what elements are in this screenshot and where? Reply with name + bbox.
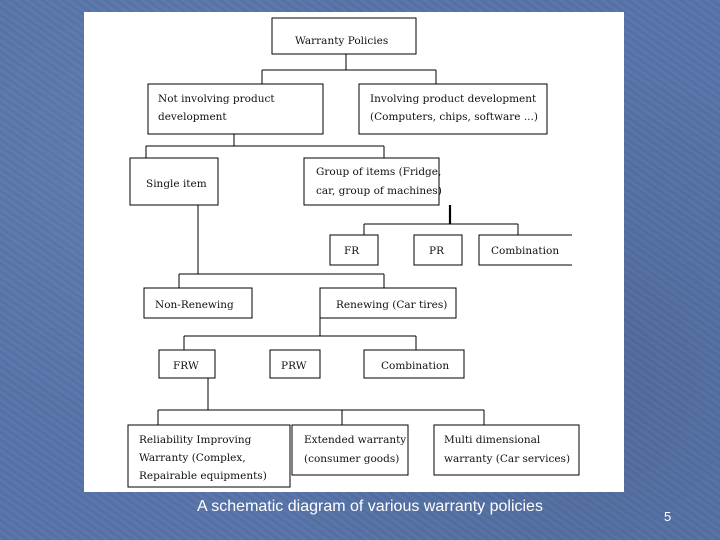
box-label: Group of items (Fridge, <box>316 166 442 178</box>
box-label: Involving product development <box>370 93 537 105</box>
box-label: Reliability Improving <box>139 434 252 446</box>
slide-caption: A schematic diagram of various warranty policies <box>197 498 543 515</box>
warranty-policies-diagram <box>84 12 624 492</box>
box-label: Warranty (Complex, <box>139 452 246 464</box>
box-label: PR <box>429 245 444 257</box>
box-label: Not involving product <box>158 93 275 105</box>
box-label: car, group of machines) <box>316 185 442 197</box>
box-involving-development <box>359 84 547 134</box>
box-label: development <box>158 111 227 123</box>
box-label: Single item <box>146 178 207 190</box>
box-not-involving-development <box>148 84 323 134</box>
box-label: Combination <box>491 245 560 257</box>
box-label: Renewing (Car tires) <box>336 299 448 311</box>
box-label: PRW <box>281 360 307 372</box>
box-label: Repairable equipments) <box>139 470 267 482</box>
box-label: Warranty Policies <box>295 35 389 47</box>
box-label: Extended warranty <box>304 434 407 446</box>
box-multi-dimensional <box>434 425 579 475</box>
box-label: warranty (Car services) <box>444 453 571 465</box>
box-label: Non-Renewing <box>155 299 234 311</box>
slide-number: 5 <box>664 509 672 524</box>
box-label: Multi dimensional <box>444 434 541 446</box>
diagram-panel <box>84 12 624 492</box>
box-label: Combination <box>381 360 450 372</box>
box-edge-mask <box>572 232 580 268</box>
box-label: (consumer goods) <box>304 453 400 465</box>
box-label: (Computers, chips, software ...) <box>370 111 538 123</box>
box-label: FR <box>344 245 360 257</box>
box-label: FRW <box>173 360 199 372</box>
box-extended-warranty <box>292 425 408 475</box>
